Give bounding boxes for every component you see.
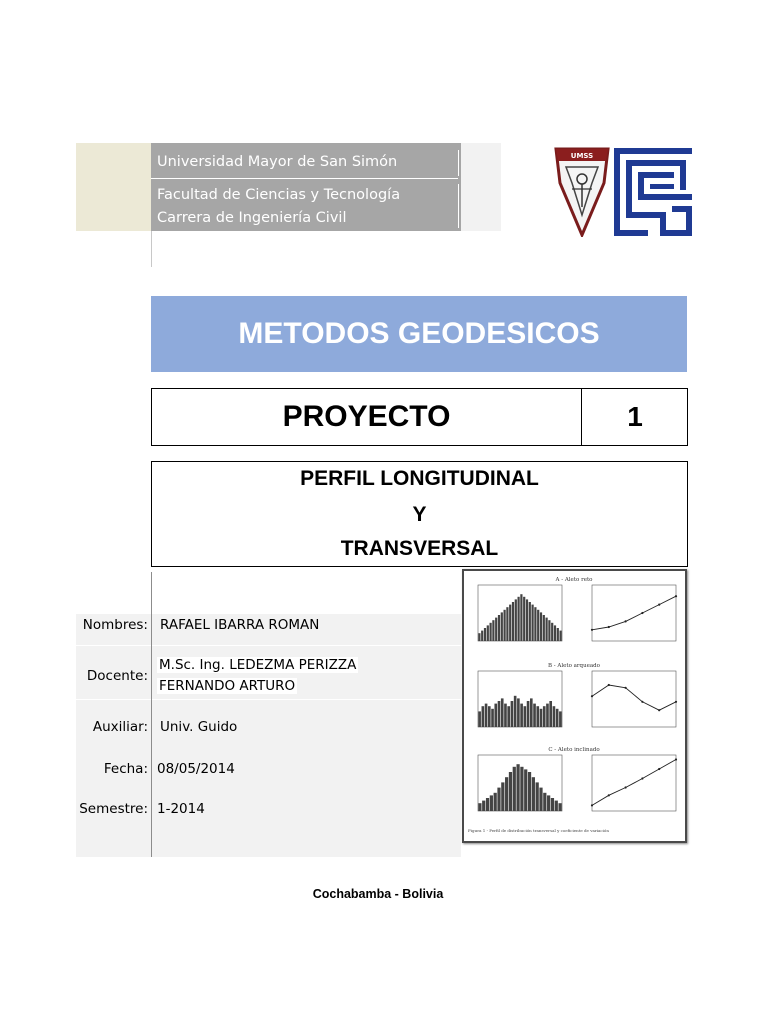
histogram-bar bbox=[554, 625, 556, 641]
histogram-bar bbox=[532, 777, 535, 811]
histogram-bar bbox=[543, 615, 545, 641]
histogram-bar bbox=[532, 605, 534, 641]
histogram-bar bbox=[484, 628, 486, 641]
histogram-bar bbox=[520, 767, 523, 811]
histogram-bar bbox=[498, 701, 501, 727]
histogram-bar bbox=[548, 620, 550, 641]
histogram-bar bbox=[540, 612, 542, 641]
histogram-bar bbox=[507, 706, 510, 727]
line-plot-point bbox=[591, 804, 593, 806]
line-plot-series bbox=[592, 685, 676, 710]
histogram-bar bbox=[511, 701, 514, 727]
histogram-bar bbox=[533, 704, 536, 727]
histogram-bar bbox=[518, 597, 520, 641]
docente-value-line2 bbox=[157, 678, 297, 694]
histogram-bar bbox=[558, 803, 561, 811]
histogram-bar bbox=[494, 704, 497, 727]
histogram-bar bbox=[527, 701, 530, 727]
histogram-bar bbox=[520, 594, 522, 641]
histogram-bar bbox=[529, 602, 531, 641]
histogram-bar bbox=[478, 803, 481, 811]
histogram-bar bbox=[506, 607, 508, 641]
line-plot-point bbox=[675, 758, 677, 760]
line-plot-point bbox=[608, 626, 610, 628]
auxiliar-label: Auxiliar: bbox=[92, 719, 148, 735]
histogram-bar bbox=[536, 706, 539, 727]
histogram-bar bbox=[495, 618, 497, 641]
figure-caption: Figura 1 - Perfil de distribución transversal y coeficiente de variación bbox=[468, 828, 609, 833]
header-accent-block bbox=[76, 143, 151, 231]
project-number: 1 bbox=[627, 401, 643, 432]
faculty-name: Facultad de Ciencias y Tecnología bbox=[157, 187, 401, 203]
histogram-bar bbox=[488, 706, 491, 727]
subject-line-2: Y bbox=[412, 503, 427, 526]
fecha-value: 08/05/2014 bbox=[157, 761, 235, 777]
nombres-label: Nombres: bbox=[82, 617, 148, 633]
histogram-bar bbox=[490, 623, 492, 641]
histogram-bar bbox=[481, 631, 483, 641]
histogram-bar bbox=[504, 610, 506, 641]
figure-charts bbox=[464, 571, 685, 841]
row-separator bbox=[76, 645, 461, 646]
header-band-end bbox=[461, 143, 501, 231]
project-box bbox=[151, 388, 688, 446]
line-plot-frame bbox=[592, 585, 676, 641]
histogram-bar bbox=[492, 620, 494, 641]
course-title: METODOS GEODESICOS bbox=[238, 317, 600, 350]
histogram-bar bbox=[478, 633, 480, 641]
panel-b-title: B - Aleto arqueado bbox=[548, 663, 600, 669]
histogram-bar bbox=[501, 782, 504, 811]
subject-line-3: TRANSVERSAL bbox=[340, 537, 499, 560]
histogram-bar bbox=[528, 772, 531, 811]
nombres-value: RAFAEL IBARRA ROMAN bbox=[160, 617, 320, 633]
line-plot-point bbox=[658, 768, 660, 770]
subject-box bbox=[151, 461, 688, 567]
histogram-bar bbox=[556, 709, 559, 727]
histogram-bar bbox=[501, 612, 503, 641]
line-plot-point bbox=[625, 687, 627, 689]
career-name: Carrera de Ingeniería Civil bbox=[157, 210, 347, 226]
docente-name-2: FERNANDO ARTURO bbox=[159, 678, 296, 694]
histogram-bar bbox=[486, 798, 489, 811]
histogram-bar bbox=[540, 709, 543, 727]
histogram-bar bbox=[559, 711, 562, 727]
line-plot-point bbox=[658, 604, 660, 606]
histogram-bar bbox=[501, 698, 504, 727]
histogram-bar bbox=[534, 607, 536, 641]
header-cell-border bbox=[458, 150, 459, 176]
line-plot-frame bbox=[592, 671, 676, 727]
semestre-value: 1-2014 bbox=[157, 801, 205, 817]
info-table bbox=[76, 614, 461, 857]
histogram-bar bbox=[516, 764, 519, 811]
project-label: PROYECTO bbox=[282, 400, 451, 433]
line-plot-point bbox=[625, 620, 627, 622]
histogram-bar bbox=[517, 698, 520, 727]
histogram-bar bbox=[497, 788, 500, 811]
histogram-bar bbox=[543, 706, 546, 727]
histogram-bar bbox=[524, 769, 527, 811]
histogram-bar bbox=[539, 788, 542, 811]
histogram-bar bbox=[530, 698, 533, 727]
histogram-bar bbox=[523, 597, 525, 641]
header-cell-border bbox=[458, 184, 459, 228]
histogram-bar bbox=[526, 599, 528, 641]
histogram-bar bbox=[546, 704, 549, 727]
line-plot-point bbox=[641, 777, 643, 779]
histogram-bar bbox=[547, 795, 550, 811]
histogram-bar bbox=[514, 696, 517, 727]
line-plot-point bbox=[591, 695, 593, 697]
histogram-bar bbox=[513, 767, 516, 811]
histogram-bar bbox=[490, 795, 493, 811]
line-plot-point bbox=[675, 595, 677, 597]
histogram-bar bbox=[553, 706, 556, 727]
line-plot-series bbox=[592, 596, 676, 630]
line-plot-point bbox=[625, 786, 627, 788]
panel-c-title: C - Aleto inclinado bbox=[548, 747, 600, 753]
histogram-bar bbox=[549, 701, 552, 727]
histogram-bar bbox=[536, 782, 539, 811]
histogram-bar bbox=[482, 801, 485, 811]
svg-text:UMSS: UMSS bbox=[570, 152, 594, 160]
figure-image bbox=[462, 569, 687, 843]
subject-line-1: PERFIL LONGITUDINAL bbox=[300, 467, 539, 490]
histogram-bar bbox=[498, 615, 500, 641]
docente-label: Docente: bbox=[86, 668, 148, 684]
histogram-bar bbox=[560, 631, 562, 641]
histogram-bar bbox=[482, 706, 485, 727]
header-row-border bbox=[151, 178, 458, 179]
histogram-bar bbox=[491, 709, 494, 727]
histogram-bar bbox=[520, 704, 523, 727]
histogram-bar bbox=[487, 625, 489, 641]
histogram-bar bbox=[551, 623, 553, 641]
header-divider bbox=[151, 231, 152, 267]
histogram-bar bbox=[504, 704, 507, 727]
line-plot-point bbox=[641, 701, 643, 703]
line-plot-series bbox=[592, 759, 676, 805]
histogram-bar bbox=[509, 772, 512, 811]
line-plot-point bbox=[608, 684, 610, 686]
row-separator bbox=[76, 699, 461, 700]
histogram-bar bbox=[494, 793, 497, 811]
histogram-bar bbox=[505, 777, 508, 811]
histogram-bar bbox=[551, 798, 554, 811]
line-plot-point bbox=[608, 794, 610, 796]
histogram-bar bbox=[509, 605, 511, 641]
histogram-bar bbox=[557, 628, 559, 641]
histogram-bar bbox=[543, 793, 546, 811]
footer-location: Cochabamba - Bolivia bbox=[312, 887, 444, 901]
histogram-bar bbox=[537, 610, 539, 641]
histogram-bar bbox=[546, 618, 548, 641]
fecha-label: Fecha: bbox=[103, 761, 148, 777]
histogram-bar bbox=[478, 711, 481, 727]
histogram-bar bbox=[555, 801, 558, 811]
footer bbox=[0, 887, 768, 901]
panel-a-title: A - Aleto reto bbox=[555, 577, 593, 583]
histogram-bar bbox=[512, 602, 514, 641]
auxiliar-value: Univ. Guido bbox=[160, 719, 238, 735]
docente-name-1: M.Sc. Ing. LEDEZMA PERIZZA bbox=[159, 657, 357, 673]
course-title-banner bbox=[151, 296, 687, 372]
line-plot-point bbox=[641, 612, 643, 614]
umss-shield-logo bbox=[552, 145, 694, 237]
info-column-divider bbox=[151, 572, 152, 857]
histogram-bar bbox=[485, 704, 488, 727]
histogram-bar bbox=[524, 706, 527, 727]
logos bbox=[552, 145, 694, 237]
figure-plots bbox=[478, 585, 677, 811]
semestre-label: Semestre: bbox=[79, 801, 148, 817]
histogram-bar bbox=[515, 599, 517, 641]
line-plot-point bbox=[658, 709, 660, 711]
line-plot-point bbox=[591, 629, 593, 631]
line-plot-point bbox=[675, 701, 677, 703]
docente-value-line1 bbox=[157, 657, 358, 673]
university-name: Universidad Mayor de San Simón bbox=[157, 154, 398, 170]
